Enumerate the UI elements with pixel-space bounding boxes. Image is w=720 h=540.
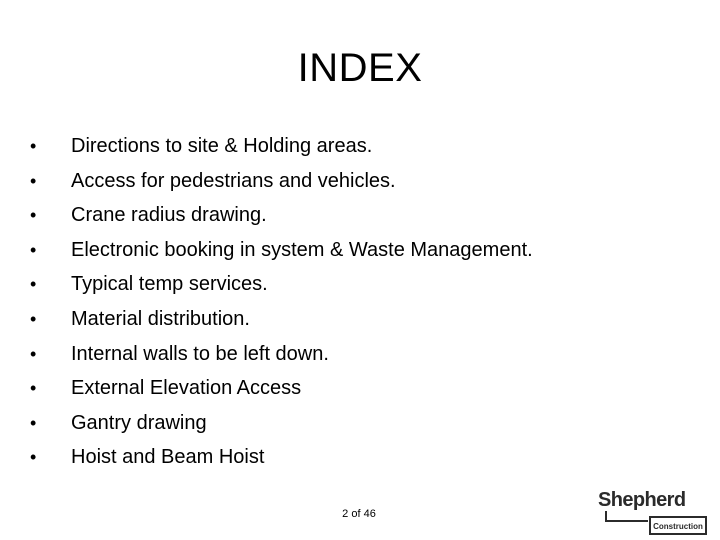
logo-rule [606, 511, 648, 521]
bullet-icon: • [30, 274, 37, 295]
bullet-icon: • [30, 447, 37, 468]
bullet-icon: • [30, 136, 37, 156]
bullet-icon: • [30, 205, 37, 226]
bullet-icon: • [30, 343, 37, 364]
list-item-text: Gantry drawing [71, 411, 207, 434]
list-item-text: Hoist and Beam Hoist [71, 446, 265, 469]
logo-tagline: Construction [653, 522, 703, 531]
slide-title: INDEX [297, 46, 423, 90]
list-item-text: Typical temp services. [71, 273, 268, 296]
page-number: 2 of 46 [342, 508, 376, 520]
list-item-text: Access for pedestrians and vehicles. [71, 169, 396, 192]
bullet-icon: • [30, 412, 37, 433]
list-item-text: External Elevation Access [71, 377, 302, 400]
logo-name: Shepherd [598, 489, 686, 511]
list-item-text: Crane radius drawing. [71, 204, 267, 227]
bullet-icon: • [30, 378, 37, 399]
bullet-icon: • [30, 308, 37, 329]
bullet-icon: • [30, 239, 37, 260]
list-item-text: Directions to site & Holding areas. [71, 135, 373, 157]
bullet-icon: • [30, 170, 37, 191]
list-item-text: Electronic booking in system & Waste Management. [71, 238, 533, 261]
list-item-text: Material distribution. [71, 307, 250, 330]
list-item-text: Internal walls to be left down. [71, 342, 329, 365]
shepherd-logo [596, 486, 708, 536]
